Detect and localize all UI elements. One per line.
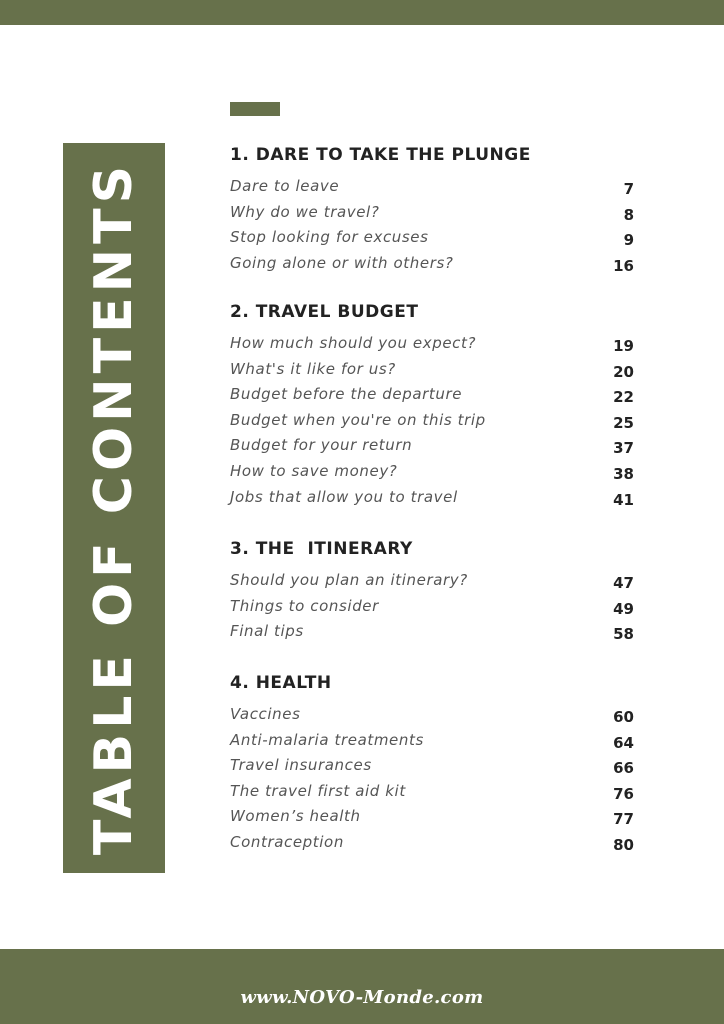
toc-section-1 [230, 145, 634, 279]
entry-title: Going alone or with others? [230, 253, 454, 272]
toc-section-3 [230, 539, 634, 648]
side-banner [63, 143, 165, 873]
toc-entry[interactable] [230, 782, 634, 808]
toc-section-4 [230, 673, 634, 859]
toc-entry[interactable] [230, 203, 634, 229]
entry-title: How much should you expect? [230, 334, 477, 352]
toc-entry[interactable] [230, 436, 634, 462]
entry-title: Things to consider [230, 596, 379, 615]
entry-page: 19 [613, 337, 634, 355]
toc-entry[interactable] [230, 254, 634, 280]
toc-entry[interactable] [230, 360, 634, 386]
toc-entry[interactable] [230, 334, 634, 360]
entry-page: 58 [613, 625, 634, 644]
entry-title: Contraception [230, 832, 344, 851]
entry-page: 41 [613, 490, 634, 509]
entry-page: 37 [613, 439, 634, 458]
toc-entry[interactable] [230, 385, 634, 411]
entry-title: What's it like for us? [230, 359, 396, 378]
entry-page: 47 [613, 574, 634, 592]
entry-page: 8 [623, 205, 634, 224]
toc-entry[interactable] [230, 731, 634, 757]
footer-website-link[interactable]: www.NOVO-Monde.com [240, 987, 484, 1008]
entry-title: Vaccines [230, 705, 301, 723]
toc-section-2 [230, 302, 634, 513]
toc-entry[interactable] [230, 622, 634, 648]
entry-page: 7 [623, 180, 634, 198]
toc-entry[interactable] [230, 228, 634, 254]
section-title: 4. HEALTH [230, 673, 332, 693]
entry-page: 66 [613, 759, 634, 778]
section-title: 2. TRAVEL BUDGET [230, 302, 419, 322]
entry-page: 60 [613, 708, 634, 726]
entry-title: The travel first aid kit [230, 781, 406, 800]
entry-page: 80 [613, 835, 634, 854]
toc-entry[interactable] [230, 597, 634, 623]
entry-title: Dare to leave [230, 177, 340, 195]
section-title: 3. THE ITINERARY [230, 539, 413, 559]
page-title: TABLE OF CONTENTS [84, 160, 144, 856]
entry-title: Budget before the departure [230, 385, 463, 404]
toc-entry[interactable] [230, 756, 634, 782]
entry-page: 25 [613, 413, 634, 432]
entry-page: 64 [613, 733, 634, 752]
toc-entry[interactable] [230, 833, 634, 859]
entry-page: 76 [613, 784, 634, 803]
toc-entry[interactable] [230, 177, 634, 203]
entry-page: 38 [613, 464, 634, 483]
toc-entry[interactable] [230, 488, 634, 514]
entry-page: 16 [613, 256, 634, 275]
toc-entry[interactable] [230, 705, 634, 731]
entry-title: Stop looking for excuses [230, 228, 429, 247]
entry-title: Final tips [230, 622, 304, 641]
entry-title: Should you plan an itinerary? [230, 571, 468, 589]
toc-entry[interactable] [230, 462, 634, 488]
entry-page: 22 [613, 388, 634, 407]
toc-entry[interactable] [230, 807, 634, 833]
section-title: 1. DARE TO TAKE THE PLUNGE [230, 145, 531, 165]
entry-title: Anti-malaria treatments [230, 730, 424, 749]
toc-entry[interactable] [230, 411, 634, 437]
entry-page: 77 [613, 810, 634, 829]
entry-page: 49 [613, 599, 634, 618]
entry-page: 9 [623, 231, 634, 250]
entry-title: Jobs that allow you to travel [230, 487, 458, 506]
top-bar [0, 0, 724, 25]
entry-title: Women’s health [230, 807, 361, 826]
accent-dash [230, 102, 280, 116]
entry-title: Travel insurances [230, 756, 372, 775]
entry-page: 20 [613, 362, 634, 381]
entry-title: Why do we travel? [230, 202, 380, 221]
entry-title: Budget when you're on this trip [230, 410, 486, 429]
toc-entry[interactable] [230, 571, 634, 597]
entry-title: Budget for your return [230, 436, 413, 455]
entry-title: How to save money? [230, 461, 398, 480]
